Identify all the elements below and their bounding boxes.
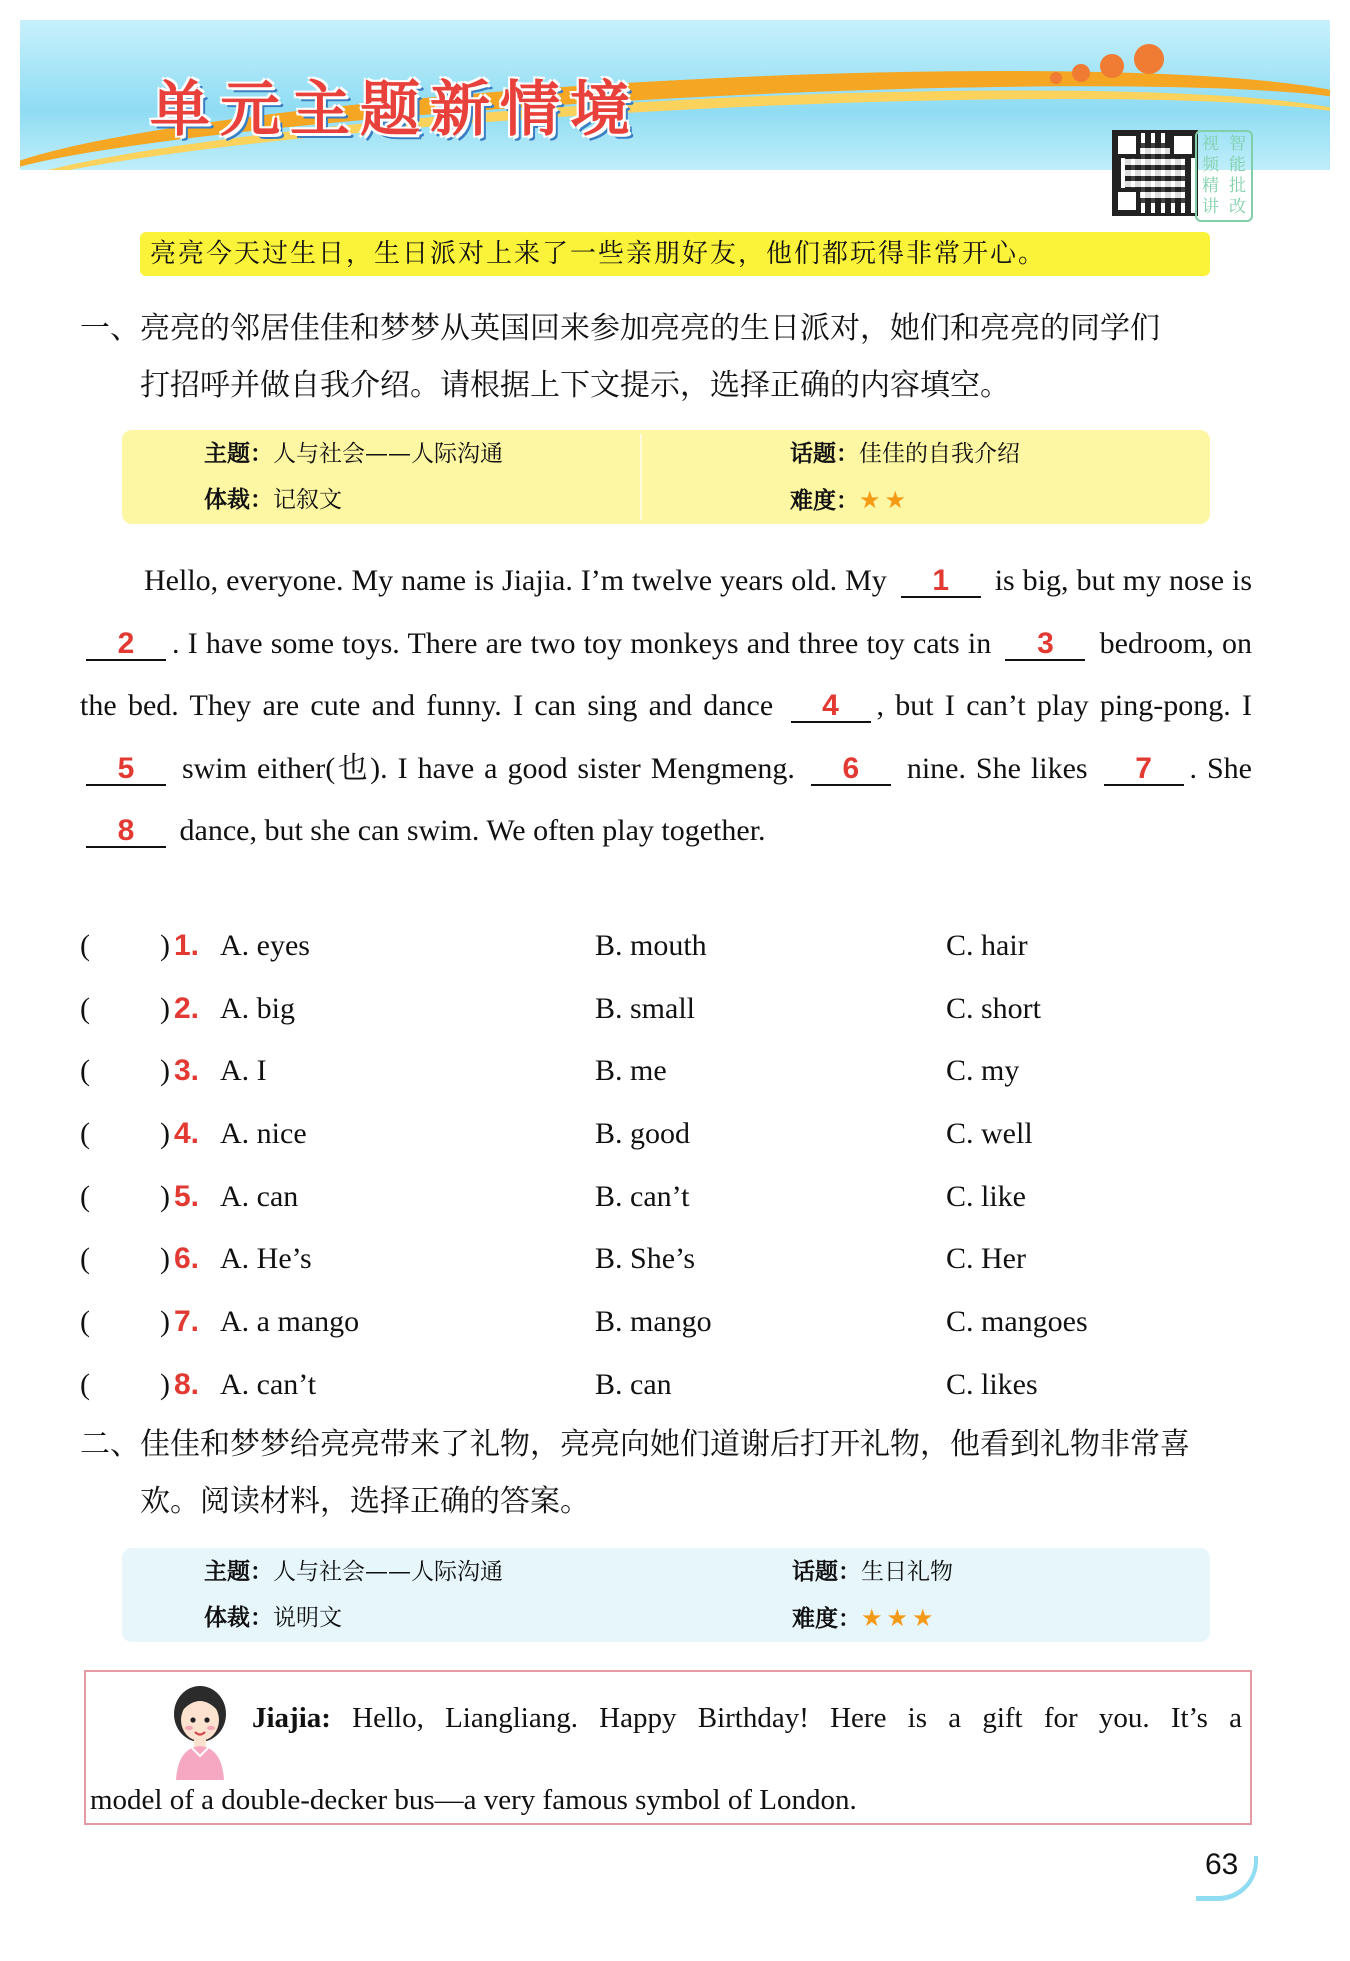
option-c[interactable]: C. my (946, 1054, 1020, 1088)
blank-1[interactable]: 1 (901, 566, 981, 598)
option-b[interactable]: B. She’s (595, 1242, 696, 1276)
option-a[interactable]: A. big (220, 991, 295, 1025)
section2-title-line1: 二、佳佳和梦梦给亮亮带来了礼物，亮亮向她们道谢后打开礼物，他看到礼物非常喜 (80, 1427, 1190, 1462)
blank-3[interactable]: 3 (1005, 629, 1085, 661)
section2-title-line2: 欢。阅读材料，选择正确的答案。 (140, 1484, 590, 1519)
option-c[interactable]: C. mangoes (946, 1305, 1088, 1339)
option-a[interactable]: A. I (220, 1054, 267, 1088)
answer-slot[interactable]: ( (80, 929, 90, 962)
difficulty-field: 难度：★★★ (792, 1604, 938, 1632)
answer-slot[interactable]: ( (80, 1305, 90, 1339)
genre-field: 体裁：记叙文 (204, 487, 342, 513)
theme-field: 主题：人与社会——人际沟通 (204, 441, 503, 467)
answer-slot[interactable]: ( (80, 1242, 90, 1276)
option-a[interactable]: A. He’s (220, 1242, 312, 1276)
answer-slot[interactable]: ( (80, 991, 90, 1025)
question-number: 7. (174, 1305, 200, 1339)
section2-info-box (122, 1548, 1210, 1642)
question-number: 4. (174, 1117, 200, 1151)
option-c[interactable]: C. Her (946, 1242, 1026, 1276)
question-options (80, 915, 1260, 1417)
theme-field: 主题：人与社会——人际沟通 (204, 1559, 503, 1585)
qr-label: 讲 (1202, 197, 1219, 217)
qr-label: 能 (1229, 155, 1246, 175)
qr-label: 频 (1202, 155, 1219, 175)
qr-label: 视 (1202, 134, 1219, 154)
page-number: 63 (1205, 1848, 1239, 1881)
option-a[interactable]: A. nice (220, 1117, 307, 1151)
dialogue-box (84, 1670, 1252, 1825)
option-b[interactable]: B. can (595, 1367, 672, 1401)
answer-slot[interactable]: ( (80, 1367, 90, 1401)
option-b[interactable]: B. can’t (595, 1179, 690, 1213)
question-number: 5. (174, 1179, 200, 1213)
option-a[interactable]: A. can’t (220, 1367, 317, 1401)
blank-8[interactable]: 8 (86, 816, 166, 848)
answer-slot[interactable]: ( (80, 1054, 90, 1088)
question-number: 3. (174, 1054, 200, 1088)
blank-6[interactable]: 6 (811, 754, 891, 786)
difficulty-field: 难度：★★ (790, 486, 911, 514)
qr-label: 精 (1202, 176, 1219, 196)
intro-highlight: 亮亮今天过生日，生日派对上来了一些亲朋好友，他们都玩得非常开心。 (140, 232, 1210, 276)
girl-avatar-icon (168, 1684, 232, 1780)
option-c[interactable]: C. likes (946, 1367, 1038, 1401)
section1-title (80, 300, 1280, 414)
option-c[interactable]: C. like (946, 1179, 1026, 1213)
blank-4[interactable]: 4 (791, 691, 871, 723)
option-c[interactable]: C. well (946, 1117, 1033, 1151)
topic-field: 话题：生日礼物 (792, 1559, 953, 1585)
blank-5[interactable]: 5 (86, 754, 166, 786)
qr-label: 批 (1229, 176, 1246, 196)
section1-title-line1: 一、亮亮的邻居佳佳和梦梦从英国回来参加亮亮的生日派对，她们和亮亮的同学们 (80, 311, 1160, 346)
option-b[interactable]: B. mouth (595, 929, 707, 962)
unit-title: 单元主题新情境 (150, 75, 640, 145)
star-icon: ★★ (859, 486, 911, 514)
question-row: ( ) 3. A. I B. me C. my (80, 1040, 1260, 1103)
option-c[interactable]: C. hair (946, 929, 1028, 962)
question-row: ( ) 5. A. can B. can’t C. like (80, 1166, 1260, 1229)
dialogue-line-2: model of a double-decker bus—a very famous symbol of London. (90, 1784, 857, 1816)
section1-info-box (122, 430, 1210, 524)
option-b[interactable]: B. good (595, 1117, 691, 1151)
qr-label: 改 (1229, 197, 1246, 217)
question-number: 6. (174, 1242, 200, 1276)
option-b[interactable]: B. mango (595, 1305, 712, 1339)
qr-code-icon[interactable] (1112, 130, 1198, 216)
question-row: ( ) 4. A. nice B. good C. well (80, 1103, 1260, 1166)
option-b[interactable]: B. me (595, 1054, 667, 1088)
option-c[interactable]: C. short (946, 991, 1042, 1025)
decor-dot (1050, 72, 1062, 84)
question-number: 2. (174, 991, 200, 1025)
blank-2[interactable]: 2 (86, 629, 166, 661)
decor-dot (1134, 44, 1164, 74)
question-number: 1. (174, 929, 200, 962)
section1-title-line2: 打招呼并做自我介绍。请根据上下文提示，选择正确的内容填空。 (140, 368, 1010, 403)
reading-passage: Hello, everyone. My name is Jiajia. I’m twelve years old. My 1 is big, but my nose is 2 . I have some toys. There are two toy monkeys and three toy cats in 3 bedroom, on the bed. They are cute and funny. I can sing and dance 4 , but I can’t play ping-pong. I 5 swim either(也). I have a good sister Mengmeng. 6 nine. She likes 7 . She 8 dance, but she can swim. We often play together. (80, 564, 1253, 847)
question-row: ( ) 7. A. a mango B. mango C. mangoes (80, 1291, 1260, 1354)
blank-7[interactable]: 7 (1104, 754, 1184, 786)
question-row: ( ) 6. A. He’s B. She’s C. Her (80, 1228, 1260, 1291)
question-row: ( ) 1. A. eyes B. mouth C. hair (80, 915, 1260, 978)
decor-dot (1100, 54, 1124, 78)
question-row: ( ) 2. A. big B. small C. short (80, 978, 1260, 1041)
topic-field: 话题：佳佳的自我介绍 (790, 441, 1020, 467)
dialogue-line-1: Jiajia: Hello, Liangliang. Happy Birthday! Here is a gift for you. It’s a (252, 1702, 1243, 1734)
qr-label: 智 (1229, 134, 1246, 154)
section2-title (80, 1416, 1280, 1530)
decor-dot (1072, 64, 1090, 82)
star-icon: ★★★ (861, 1604, 938, 1632)
option-a[interactable]: A. eyes (220, 929, 310, 962)
answer-slot[interactable]: ( (80, 1179, 90, 1213)
genre-field: 体裁：说明文 (204, 1605, 342, 1631)
qr-labels (1195, 130, 1253, 222)
question-number: 8. (174, 1367, 200, 1401)
option-a[interactable]: A. can (220, 1179, 299, 1213)
option-b[interactable]: B. small (595, 991, 696, 1025)
question-row: ( ) 8. A. can’t B. can C. likes (80, 1354, 1260, 1417)
answer-slot[interactable]: ( (80, 1117, 90, 1151)
option-a[interactable]: A. a mango (220, 1305, 360, 1339)
speaker-name: Jiajia: (252, 1702, 331, 1734)
